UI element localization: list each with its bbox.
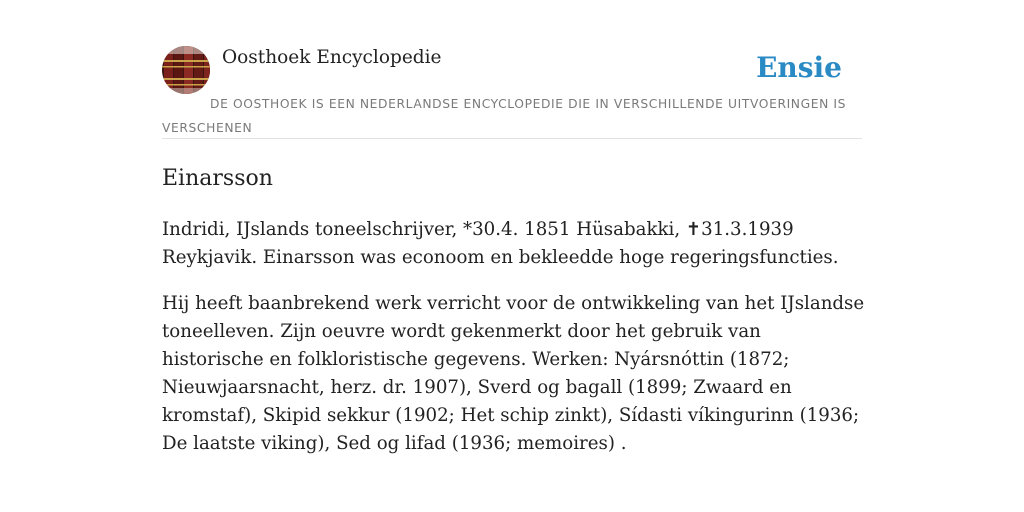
brand-logo[interactable]: Ensie: [756, 51, 842, 84]
site-title[interactable]: Oosthoek Encyclopedie: [222, 47, 442, 68]
header-divider: [162, 138, 862, 139]
article: [162, 162, 867, 458]
article-paragraph: Hij heeft baanbrekend werk verricht voor de ontwikkeling van het IJslandse toneelleven. Zijn oeuvre wordt gekenmerkt door het gebruik van historische en folkloristische gegevens. Werken: Nyársnóttin (1872; Nieuwjaarsnacht, herz. dr. 1907), Sverd og bagall (1899; Zwaard en kromstaf), Skipid sekkur (1902; Het schip zinkt), Sídasti víkingurinn (1936; De laatste viking), Sed og lifad (1936; memoires) .: [162, 293, 865, 454]
article-paragraph: Indridi, IJslands toneelschrijver, *30.4. 1851 Hüsabakki, ✝31.3.1939 Reykjavik. Einarsson was econoom en bekleedde hoge regeringsfuncties.: [162, 219, 839, 268]
page-title: Einarsson: [162, 166, 273, 191]
book-spines-icon[interactable]: [162, 46, 210, 94]
site-tagline: DE OOSTHOEK IS EEN NEDERLANDSE ENCYCLOPEDIE DIE IN VERSCHILLENDE UITVOERINGEN IS VERSCHENEN: [162, 97, 847, 135]
